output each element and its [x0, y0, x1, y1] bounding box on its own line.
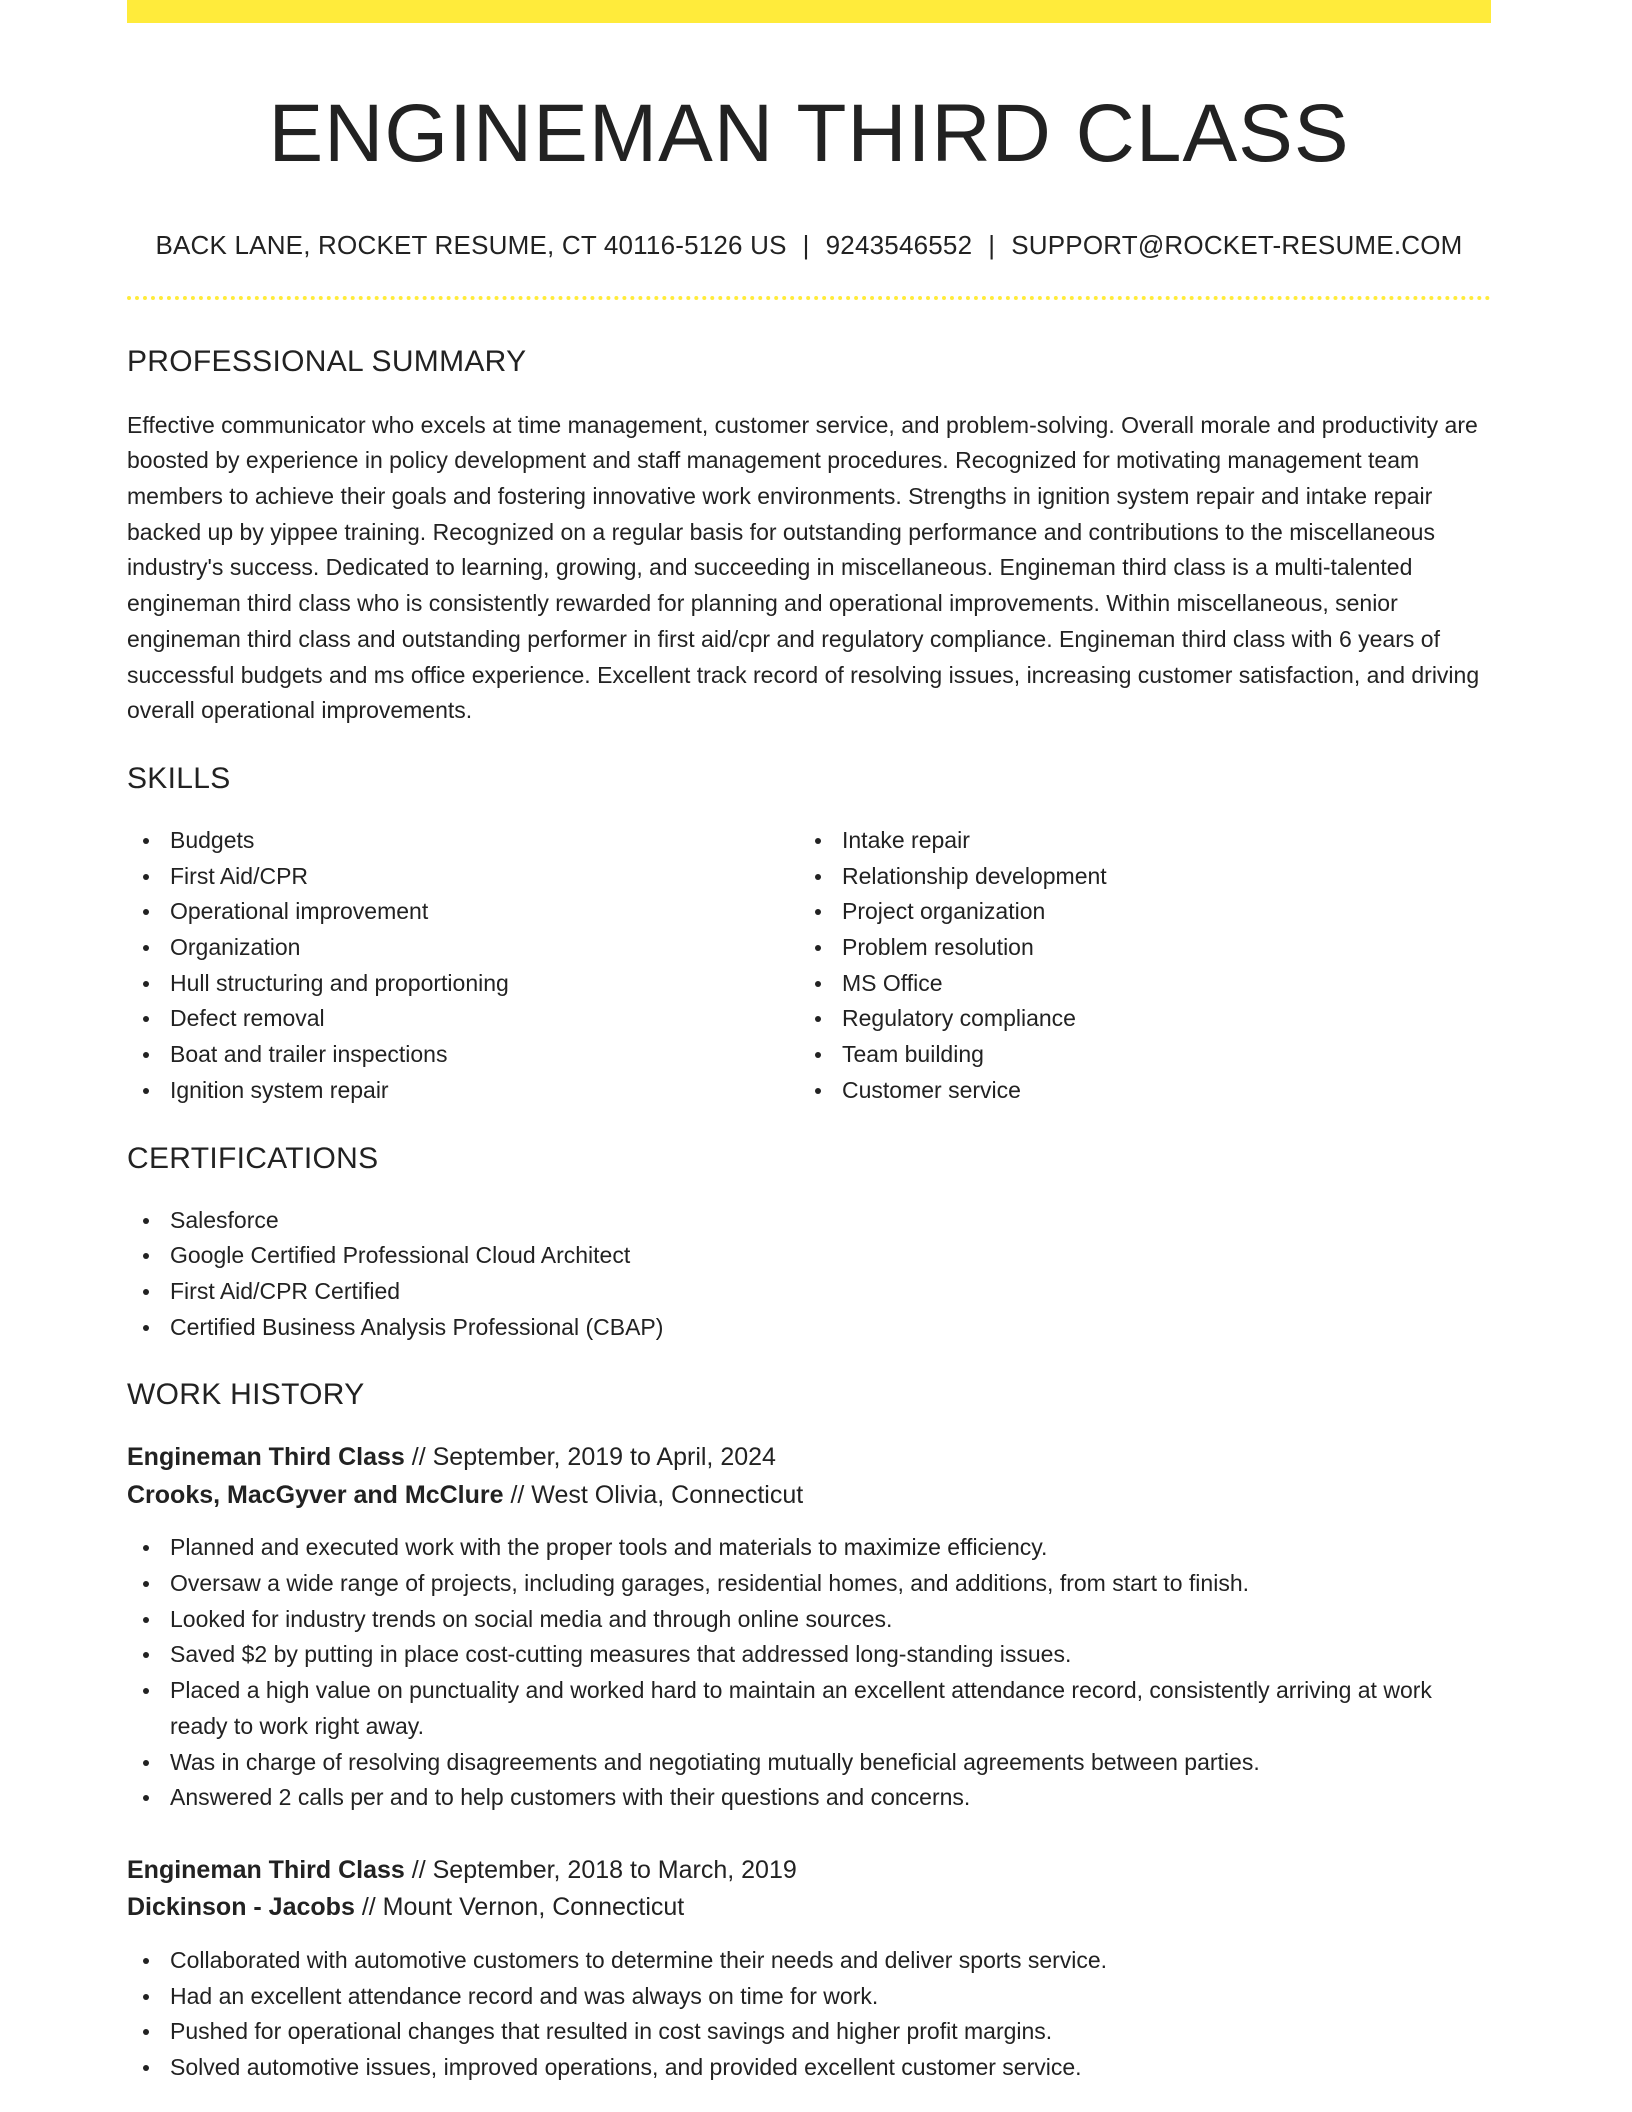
certification-item: First Aid/CPR Certified	[127, 1274, 1491, 1310]
job-position: Engineman Third Class	[127, 1443, 405, 1472]
accent-top-bar	[127, 0, 1491, 23]
certification-item: Google Certified Professional Cloud Architect	[127, 1238, 1491, 1274]
job-entry	[127, 1852, 1491, 2086]
skills-list-left	[127, 823, 799, 1109]
job-company-line	[127, 1889, 1491, 1927]
skills-grid	[127, 823, 1491, 1109]
resume-page	[127, 0, 1491, 2086]
skills-title: SKILLS	[127, 761, 231, 795]
skill-item: Hull structuring and proportioning	[127, 966, 799, 1002]
job-dates: // September, 2018 to March, 2019	[411, 1855, 797, 1884]
skill-item: Problem resolution	[799, 930, 1471, 966]
contact-email: SUPPORT@ROCKET-RESUME.COM	[1011, 230, 1463, 261]
skill-item: Operational improvement	[127, 894, 799, 930]
skill-item: Defect removal	[127, 1001, 799, 1037]
job-bullet: Collaborated with automotive customers to determine their needs and deliver sports service.	[127, 1943, 1491, 1979]
contact-line	[127, 230, 1491, 261]
job-bullet-list	[127, 1530, 1491, 1816]
skills-list-right	[799, 823, 1471, 1109]
contact-separator: |	[988, 230, 996, 261]
job-company: Dickinson - Jacobs	[127, 1893, 355, 1922]
job-bullet: Saved $2 by putting in place cost-cutting measures that addressed long-standing issues.	[127, 1637, 1491, 1673]
work-history-title: WORK HISTORY	[127, 1378, 365, 1412]
job-bullet: Was in charge of resolving disagreements and negotiating mutually beneficial agreements between parties.	[127, 1745, 1491, 1781]
job-bullet: Solved automotive issues, improved operations, and provided excellent customer service.	[127, 2050, 1491, 2086]
summary-text: Effective communicator who excels at time management, customer service, and problem-solving. Overall morale and productivity are boosted by experience in policy development and staff management procedures. Recognized for motivating management team members to achieve their goals and fostering innovative work environments. Strengths in ignition system repair and intake repair backed up by yippee training. Recognized on a regular basis for outstanding performance and contributions to the miscellaneous industry's success. Dedicated to learning, growing, and succeeding in miscellaneous. Engineman third class is a multi-talented engineman third class who is consistently rewarded for planning and operational improvements. Within miscellaneous, senior engineman third class and outstanding performer in first aid/cpr and regulatory compliance. Engineman third class with 6 years of successful budgets and ms office experience. Excellent track record of resolving issues, increasing customer satisfaction, and driving overall operational improvements.	[127, 411, 1480, 724]
contact-separator: |	[802, 230, 810, 261]
skill-item: Ignition system repair	[127, 1073, 799, 1109]
job-title-line	[127, 1852, 1491, 1890]
skill-item: Organization	[127, 930, 799, 966]
skill-item: Budgets	[127, 823, 799, 859]
skill-item: Team building	[799, 1037, 1471, 1073]
certification-item: Certified Business Analysis Professional (CBAP)	[127, 1310, 1491, 1346]
job-position: Engineman Third Class	[127, 1855, 405, 1884]
contact-phone: 9243546552	[825, 230, 973, 261]
job-bullet-list	[127, 1943, 1491, 2086]
skill-item: Regulatory compliance	[799, 1001, 1471, 1037]
skills-section	[127, 761, 1491, 1109]
skill-item: First Aid/CPR	[127, 859, 799, 895]
job-dates: // September, 2019 to April, 2024	[411, 1443, 776, 1472]
skill-item: Customer service	[799, 1073, 1471, 1109]
summary-section	[127, 344, 1491, 729]
dotted-divider	[127, 296, 1491, 300]
skill-item: MS Office	[799, 966, 1471, 1002]
skill-item: Intake repair	[799, 823, 1471, 859]
job-location: // Mount Vernon, Connecticut	[361, 1893, 685, 1922]
job-company: Crooks, MacGyver and McClure	[127, 1480, 504, 1509]
skill-item: Boat and trailer inspections	[127, 1037, 799, 1073]
work-history-section	[127, 1377, 1491, 2085]
certifications-section	[127, 1141, 1491, 1346]
job-bullet: Oversaw a wide range of projects, including garages, residential homes, and additions, from start to finish.	[127, 1566, 1491, 1602]
contact-address: BACK LANE, ROCKET RESUME, CT 40116-5126 US	[155, 230, 787, 261]
job-bullet: Had an excellent attendance record and was always on time for work.	[127, 1979, 1491, 2015]
job-bullet: Planned and executed work with the proper tools and materials to maximize efficiency.	[127, 1530, 1491, 1566]
skill-item: Relationship development	[799, 859, 1471, 895]
job-bullet: Answered 2 calls per and to help customers with their questions and concerns.	[127, 1780, 1491, 1816]
job-bullet: Placed a high value on punctuality and worked hard to maintain an excellent attendance record, consistently arriving at work ready to work right away.	[127, 1673, 1491, 1744]
job-location: // West Olivia, Connecticut	[510, 1480, 804, 1509]
job-title-line	[127, 1439, 1491, 1477]
resume-name: ENGINEMAN THIRD CLASS	[268, 88, 1350, 179]
job-entry	[127, 1439, 1491, 1816]
certification-item: Salesforce	[127, 1203, 1491, 1239]
job-bullet: Looked for industry trends on social media and through online sources.	[127, 1602, 1491, 1638]
job-bullet: Pushed for operational changes that resulted in cost savings and higher profit margins.	[127, 2014, 1491, 2050]
summary-title: PROFESSIONAL SUMMARY	[127, 344, 527, 378]
job-company-line	[127, 1477, 1491, 1515]
certifications-list	[127, 1203, 1491, 1346]
certifications-title: CERTIFICATIONS	[127, 1141, 379, 1175]
skill-item: Project organization	[799, 894, 1471, 930]
